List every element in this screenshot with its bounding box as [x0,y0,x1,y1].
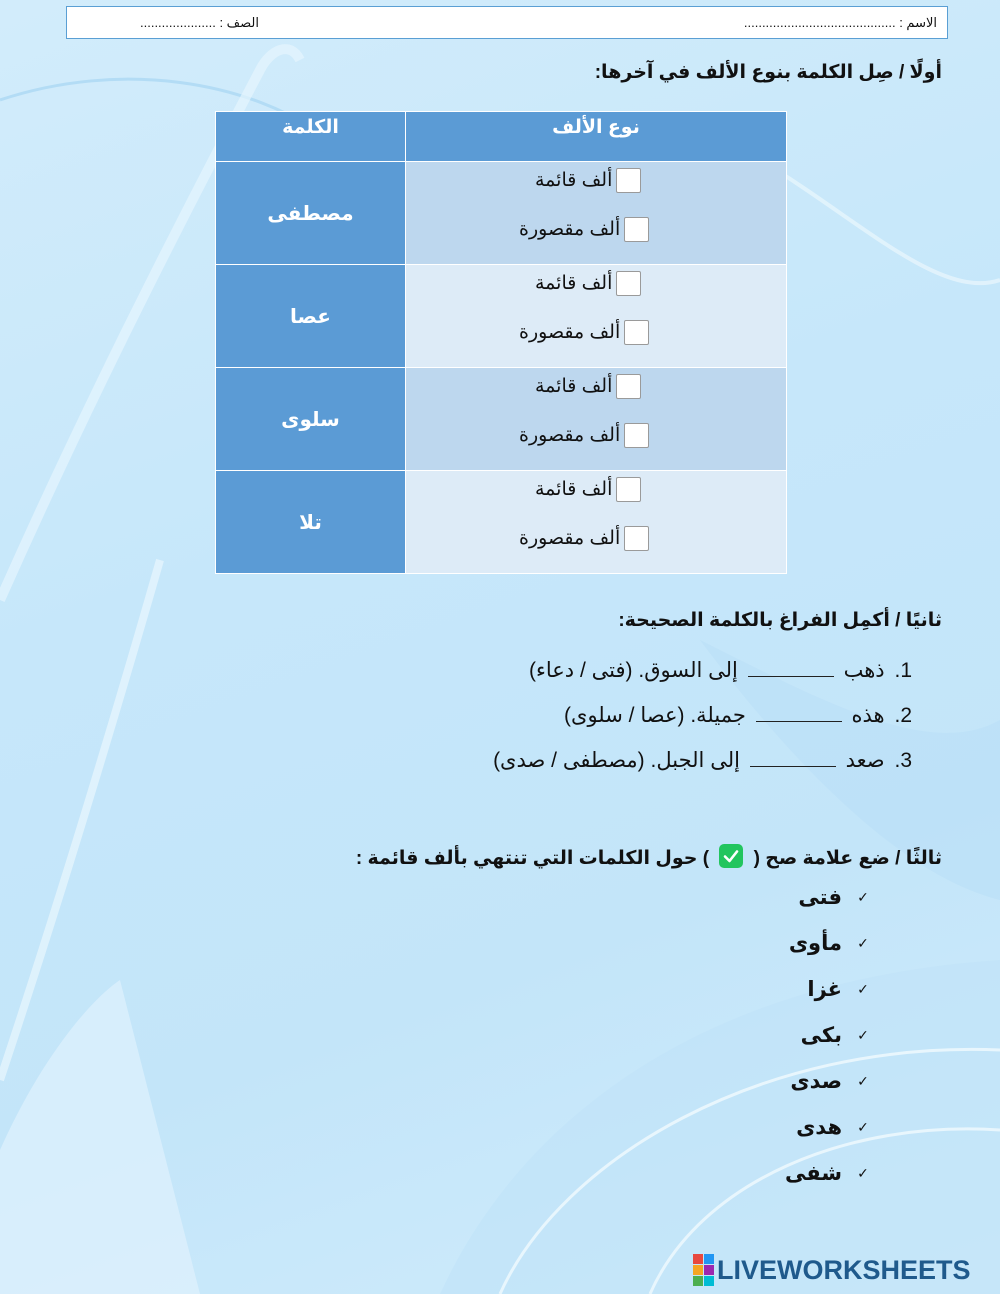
check-bullet-icon: ✓ [857,1119,869,1135]
sentence-start: هذه [851,704,885,727]
green-check-icon [719,844,743,868]
options-cell [406,162,787,265]
option-standing-alef [535,374,641,399]
list-item[interactable] [796,1115,872,1140]
item-number: 3. [894,749,912,772]
list-word: بكى [800,1024,842,1047]
list-word: مأوى [788,932,842,955]
checkbox[interactable] [624,320,649,345]
alef-type-table [215,111,787,574]
list-word: غزا [807,978,842,1001]
sentence-end: إلى الجبل. (مصطفى / صدى) [493,749,740,772]
table-row [216,368,787,471]
option-label: ألف قائمة [535,376,613,397]
item-number: 1. [894,659,912,682]
check-bullet-icon: ✓ [857,1027,869,1043]
column-header-type: نوع الألف [406,112,787,162]
name-field[interactable]: الاسم : .......................................... [743,15,937,30]
options-cell [406,265,787,368]
option-maqsura-alef [519,423,649,448]
table-row [216,265,787,368]
section3-title-end: ) حول الكلمات التي تنتهي بألف قائمة : [355,848,710,869]
logo-mark-icon [693,1254,714,1286]
option-label: ألف قائمة [535,479,613,500]
checkbox[interactable] [624,423,649,448]
list-item[interactable] [789,931,872,956]
liveworksheets-logo [693,1254,971,1286]
checkbox[interactable] [624,217,649,242]
checkbox[interactable] [616,374,641,399]
list-item[interactable] [790,1069,872,1094]
list-word: شفى [784,1162,842,1185]
table-row [216,471,787,574]
table-row [216,162,787,265]
blank-input[interactable] [748,658,834,677]
option-label: ألف مقصورة [519,528,621,549]
option-label: ألف قائمة [535,170,613,191]
option-standing-alef [535,271,641,296]
fill-blank-item [529,658,912,683]
checkbox[interactable] [624,526,649,551]
list-item[interactable] [798,885,872,910]
word-cell: عصا [216,265,406,368]
checkbox[interactable] [616,477,641,502]
option-maqsura-alef [519,526,649,551]
checkbox[interactable] [616,168,641,193]
check-bullet-icon: ✓ [857,935,869,951]
list-item[interactable] [801,1023,872,1048]
list-word: صدى [790,1070,842,1093]
options-cell [406,471,787,574]
option-label: ألف مقصورة [519,322,621,343]
check-bullet-icon: ✓ [857,981,869,997]
column-header-word: الكلمة [216,112,406,162]
list-word: هدى [796,1116,842,1139]
option-maqsura-alef [519,217,649,242]
sentence-end: إلى السوق. (فتى / دعاء) [529,659,738,682]
list-item[interactable] [807,977,872,1002]
sentence-end: جميلة. (عصا / سلوى) [564,704,746,727]
blank-input[interactable] [750,748,836,767]
word-cell: مصطفى [216,162,406,265]
option-standing-alef [535,477,641,502]
list-item[interactable] [785,1161,872,1186]
section1-title: أولًا / صِل الكلمة بنوع الألف في آخرها: [594,62,942,83]
option-maqsura-alef [519,320,649,345]
section2-title: ثانيًا / أكمِل الفراغ بالكلمة الصحيحة: [618,610,942,631]
word-cell: سلوى [216,368,406,471]
item-number: 2. [894,704,912,727]
option-standing-alef [535,168,641,193]
logo-text: LIVEWORKSHEETS [717,1254,971,1285]
check-bullet-icon: ✓ [857,1073,869,1089]
check-bullet-icon: ✓ [857,889,869,905]
class-field[interactable]: الصف : ..................... [140,15,259,30]
option-label: ألف مقصورة [519,425,621,446]
student-info-box [66,6,948,39]
word-cell: تلا [216,471,406,574]
fill-blank-item [564,703,912,728]
section3-title [356,844,942,870]
sentence-start: ذهب [843,659,885,682]
option-label: ألف قائمة [535,273,613,294]
options-cell [406,368,787,471]
option-label: ألف مقصورة [519,219,621,240]
fill-blank-item [493,748,912,773]
sentence-start: صعد [845,749,885,772]
section3-title-start: ثالثًا / ضع علامة صح ( [753,848,942,869]
blank-input[interactable] [756,703,842,722]
checkbox[interactable] [616,271,641,296]
check-bullet-icon: ✓ [857,1165,869,1181]
list-word: فتى [798,886,842,909]
